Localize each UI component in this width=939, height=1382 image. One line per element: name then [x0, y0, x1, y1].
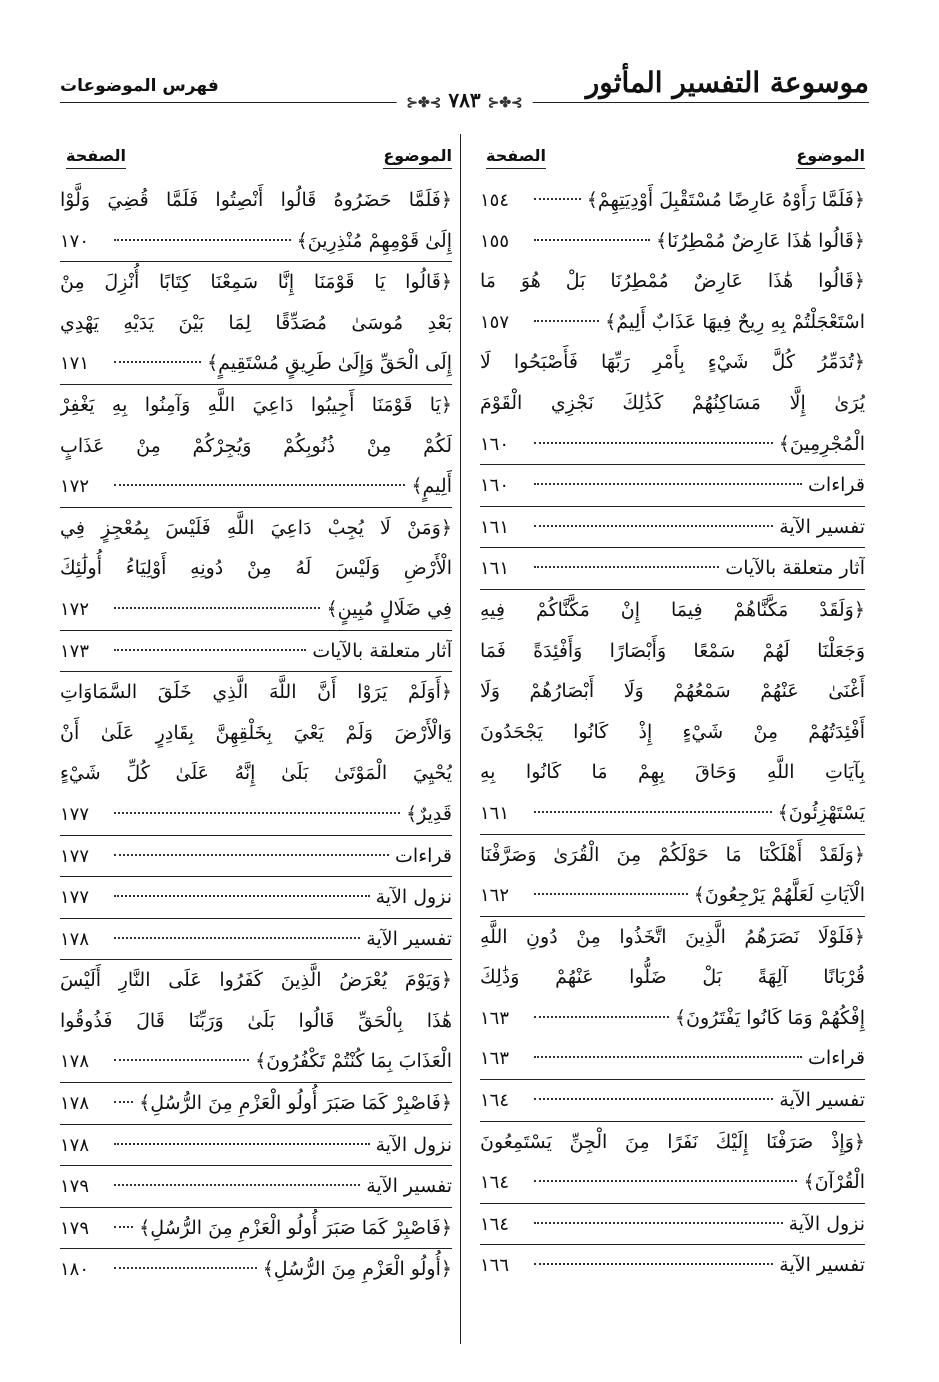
- index-entry: [60, 671, 452, 834]
- index-entry: [480, 342, 865, 464]
- entry-last-line: [60, 589, 452, 630]
- dot-leader: [114, 607, 320, 609]
- page-ref: ١٧٧: [60, 803, 90, 825]
- page-ref: ١٥٧: [480, 311, 510, 333]
- index-entry: [480, 547, 865, 589]
- entry-line: يُرَىٰ إِلَّا مَسَاكِنُهُمْ كَذَٰلِكَ نَجْزِي الْقَوْمَ: [480, 391, 865, 414]
- entry-title: آثار متعلقة بالآيات: [725, 557, 865, 580]
- entry-title: آثار متعلقة بالآيات: [312, 639, 452, 662]
- dot-leader: [114, 361, 201, 363]
- entry-title: فِي ضَلَالٍ مُبِينٍ﴾: [326, 597, 452, 620]
- entry-last-line: [60, 836, 452, 877]
- entry-last-line: [480, 548, 865, 589]
- entry-line: ﴿يَا قَوْمَنَا أَجِيبُوا دَاعِيَ اللَّهِ وَآمِنُوا بِهِ يَغْفِرْ: [60, 393, 452, 416]
- index-entry: [60, 1082, 452, 1124]
- topic-header: الموضوع: [383, 146, 452, 169]
- page-ref: ١٧١: [60, 353, 90, 375]
- book-title: موسوعة التفسير المأثور: [585, 66, 869, 99]
- dot-leader: [534, 1180, 797, 1182]
- entry-last-line: [60, 794, 452, 835]
- page-number-block: [396, 88, 533, 112]
- dot-leader: [114, 484, 405, 486]
- column-header: [60, 140, 452, 180]
- page-ref: ١٧٣: [60, 640, 90, 662]
- entry-title: تفسير الآية: [779, 1254, 865, 1277]
- dot-leader: [114, 1226, 133, 1228]
- page-ref: ١٧٨: [60, 1093, 90, 1115]
- entry-line: هَٰذَا بِالْحَقِّ قَالُوا بَلَىٰ وَرَبِّنَا قَالَ فَذُوقُوا: [60, 1009, 452, 1032]
- page-ref: ١٧٢: [60, 598, 90, 620]
- entry-last-line: [480, 1080, 865, 1121]
- entry-line: أَغْنَىٰ عَنْهُمْ سَمْعُهُمْ وَلَا أَبْصَارُهُمْ وَلَا: [480, 680, 865, 703]
- entry-last-line: [60, 1208, 452, 1249]
- page-ref: ١٦١: [480, 558, 510, 580]
- entry-last-line: [480, 221, 865, 262]
- page-ref: ١٧٩: [60, 1217, 90, 1239]
- entry-title: قراءات: [808, 474, 865, 497]
- entry-last-line: [60, 466, 452, 507]
- entry-title: الْعَذَابَ بِمَا كُنْتُمْ تَكْفُرُونَ﴾: [255, 1050, 452, 1073]
- page-ref: ١٧٩: [60, 1176, 90, 1198]
- entry-last-line: [60, 877, 452, 918]
- entry-title: ﴿أُولُو الْعَزْمِ مِنَ الرُّسُلِ﴾: [262, 1258, 452, 1281]
- entry-last-line: [60, 1125, 452, 1166]
- page-ref: ١٥٥: [480, 230, 510, 252]
- page-ref: ١٦٤: [480, 1172, 510, 1194]
- entry-title: الْمُجْرِمِينَ﴾: [778, 432, 865, 455]
- dot-leader: [534, 239, 650, 241]
- index-entry: [60, 876, 452, 918]
- index-entry: [480, 506, 865, 548]
- entry-line: ﴿تُدَمِّرُ كُلَّ شَيْءٍ بِأَمْرِ رَبِّهَا فَأَصْبَحُوا لَا: [480, 351, 865, 374]
- index-entry: [60, 180, 452, 261]
- dot-leader: [114, 1059, 249, 1061]
- entry-line: ﴿أَوَلَمْ يَرَوْا أَنَّ اللَّهَ الَّذِي خَلَقَ السَّمَاوَاتِ: [60, 681, 452, 704]
- index-entry: [480, 834, 865, 916]
- entry-title: أَلِيمٍ﴾: [411, 475, 452, 498]
- entry-last-line: [480, 465, 865, 506]
- page-ref: ١٦١: [480, 516, 510, 538]
- index-entry: [480, 1079, 865, 1121]
- entry-line: وَجَعَلْنَا لَهُمْ سَمْعًا وَأَبْصَارًا وَأَفْئِدَةً فَمَا: [480, 639, 865, 662]
- index-entry: [60, 1165, 452, 1207]
- entry-title: قَدِيرٌ﴾: [406, 802, 452, 825]
- dot-leader: [114, 649, 306, 651]
- left-column: [60, 140, 452, 1290]
- index-list: [60, 180, 452, 1290]
- entry-title: ﴿فَاصْبِرْ كَمَا صَبَرَ أُولُو الْعَزْمِ مِنَ الرُّسُلِ﴾: [139, 1092, 452, 1115]
- entry-last-line: [480, 998, 865, 1039]
- entry-last-line: [480, 1038, 865, 1079]
- index-entry: [480, 916, 865, 1039]
- entry-title: قراءات: [808, 1047, 865, 1070]
- topic-header: الموضوع: [796, 146, 865, 169]
- page-ref: ١٦٦: [480, 1255, 510, 1277]
- index-entry: [60, 918, 452, 960]
- index-entry: [60, 835, 452, 877]
- page-ref: ١٧٨: [60, 1134, 90, 1156]
- entry-last-line: [480, 180, 865, 221]
- dot-leader: [534, 1016, 669, 1018]
- entry-last-line: [60, 631, 452, 672]
- page-ref: ١٧٧: [60, 887, 90, 909]
- index-entry: [60, 1124, 452, 1166]
- page-ref: ١٥٤: [480, 190, 510, 211]
- entry-title: قراءات: [395, 844, 452, 867]
- entry-line: ﴿وَلَقَدْ مَكَّنَّاهُمْ فِيمَا إِنْ مَكَّنَّاكُمْ فِيهِ: [480, 598, 865, 621]
- entry-line: ﴿وَإِذْ صَرَفْنَا إِلَيْكَ نَفَرًا مِنَ الْجِنِّ يَسْتَمِعُونَ: [480, 1130, 865, 1153]
- index-entry: [60, 384, 452, 507]
- dot-leader: [534, 1098, 773, 1100]
- entry-title: ﴿قَالُوا هَٰذَا عَارِضٌ مُمْطِرُنَا﴾: [656, 229, 865, 252]
- index-entry: [480, 180, 865, 221]
- page-header-label: الصفحة: [486, 146, 546, 169]
- dot-leader: [114, 1143, 370, 1145]
- entry-line: ﴿وَمَنْ لَا يُجِبْ دَاعِيَ اللَّهِ فَلَيْسَ بِمُعْجِزٍ فِي: [60, 516, 452, 539]
- dot-leader: [114, 1184, 360, 1186]
- page-ref: ١٦٠: [480, 433, 510, 455]
- entry-line: ﴿وَيَوْمَ يُعْرَضُ الَّذِينَ كَفَرُوا عَلَى النَّارِ أَلَيْسَ: [60, 969, 452, 992]
- entry-title: تفسير الآية: [779, 515, 865, 538]
- entry-last-line: [60, 1166, 452, 1207]
- column-divider: [460, 134, 461, 1344]
- page-ref: ١٧٧: [60, 845, 90, 867]
- index-entry: [60, 630, 452, 672]
- column-header: [480, 140, 865, 180]
- dot-leader: [534, 893, 688, 895]
- index-entry: [60, 507, 452, 630]
- dot-leader: [534, 198, 581, 200]
- entry-title: يَسْتَهْزِئُونَ﴾: [777, 801, 865, 824]
- dot-leader: [114, 1101, 133, 1103]
- page-ref: ١٨٠: [60, 1259, 90, 1281]
- entry-last-line: [480, 302, 865, 343]
- page-ref: ١٦٠: [480, 475, 510, 497]
- entry-line: ﴿قَالُوا يَا قَوْمَنَا إِنَّا سَمِعْنَا كِتَابًا أُنْزِلَ مِنْ: [60, 271, 452, 294]
- page-ref: ١٧٨: [60, 1051, 90, 1073]
- index-entry: [480, 464, 865, 506]
- index-entry: [480, 1121, 865, 1203]
- dot-leader: [114, 937, 360, 939]
- entry-line: ﴿قَالُوا هَٰذَا عَارِضٌ مُمْطِرُنَا بَلْ هُوَ مَا: [480, 270, 865, 293]
- entry-line: قُرْبَانًا آلِهَةً بَلْ ضَلُّوا عَنْهُمْ وَذَٰلِكَ: [480, 966, 865, 989]
- page-header-label: الصفحة: [66, 146, 126, 169]
- right-column: [480, 140, 865, 1286]
- page-ref: ١٦٣: [480, 1048, 510, 1070]
- index-entry: [480, 1203, 865, 1245]
- index-entry: [480, 221, 865, 262]
- entry-last-line: [480, 1245, 865, 1286]
- dot-leader: [114, 895, 370, 897]
- page-header: [60, 62, 869, 112]
- entry-last-line: [60, 919, 452, 960]
- entry-title: إِفْكُهُمْ وَمَا كَانُوا يَفْتَرُونَ﴾: [674, 1006, 865, 1029]
- section-title: فهرس الموضوعات: [60, 76, 219, 96]
- entry-last-line: [480, 1162, 865, 1203]
- dot-leader: [534, 525, 773, 527]
- index-entry: [480, 1038, 865, 1079]
- entry-line: أَفْئِدَتُهُمْ مِنْ شَيْءٍ إِذْ كَانُوا يَجْحَدُونَ: [480, 720, 865, 743]
- entry-last-line: [60, 1083, 452, 1124]
- page-ref: ١٧٢: [60, 476, 90, 498]
- entry-line: يُحْيِيَ الْمَوْتَىٰ بَلَىٰ إِنَّهُ عَلَىٰ كُلِّ شَيْءٍ: [60, 762, 452, 785]
- entry-title: إِلَى الْحَقِّ وَإِلَىٰ طَرِيقٍ مُسْتَقِيمٍ﴾: [206, 352, 452, 375]
- ornament-icon: ⊱✤⊰: [487, 95, 523, 111]
- entry-last-line: [480, 507, 865, 548]
- entry-last-line: [60, 1041, 452, 1082]
- entry-last-line: [480, 793, 865, 834]
- page-ref: ١٦٤: [480, 1090, 510, 1112]
- page-ref: ١٦٢: [480, 885, 510, 907]
- page-ref: ١٦٤: [480, 1213, 510, 1235]
- entry-title: إِلَىٰ قَوْمِهِمْ مُنْذِرِينَ﴾: [296, 229, 452, 252]
- dot-leader: [534, 483, 802, 485]
- index-entry: [60, 1207, 452, 1249]
- entry-last-line: [60, 1249, 452, 1290]
- dot-leader: [114, 812, 400, 814]
- entry-title: نزول الآية: [375, 1133, 452, 1156]
- page-ref: ١٧٠: [60, 230, 90, 252]
- dot-leader: [534, 1056, 802, 1058]
- entry-line: لَكُمْ مِنْ ذُنُوبِكُمْ وَيُجِرْكُمْ مِنْ عَذَابٍ: [60, 434, 452, 457]
- index-list: [480, 180, 865, 1286]
- entry-line: وَالْأَرْضَ وَلَمْ يَعْيَ بِخَلْقِهِنَّ بِقَادِرٍ عَلَىٰ أَنْ: [60, 721, 452, 744]
- entry-last-line: [60, 343, 452, 384]
- entry-title: نزول الآية: [375, 886, 452, 909]
- entry-line: ﴿فَلَمَّا حَضَرُوهُ قَالُوا أَنْصِتُوا فَلَمَّا قُضِيَ وَلَّوْا: [60, 189, 452, 211]
- entry-last-line: [480, 1204, 865, 1245]
- dot-leader: [114, 1267, 257, 1269]
- entry-title: نزول الآية: [788, 1212, 865, 1235]
- entry-title: تفسير الآية: [366, 927, 452, 950]
- entry-line: ﴿فَلَوْلَا نَصَرَهُمُ الَّذِينَ اتَّخَذُوا مِنْ دُونِ اللَّهِ: [480, 925, 865, 948]
- page-ref: ١٦١: [480, 802, 510, 824]
- entry-title: تفسير الآية: [779, 1089, 865, 1112]
- entry-last-line: [480, 875, 865, 916]
- entry-line: بِآيَاتِ اللَّهِ وَحَاقَ بِهِمْ مَا كَانُوا بِهِ: [480, 761, 865, 784]
- entry-title: تفسير الآية: [366, 1175, 452, 1198]
- dot-leader: [114, 239, 291, 241]
- page-ref: ١٧٨: [60, 928, 90, 950]
- entry-line: بَعْدِ مُوسَىٰ مُصَدِّقًا لِمَا بَيْنَ يَدَيْهِ يَهْدِي: [60, 311, 452, 334]
- dot-leader: [534, 442, 773, 444]
- index-entry: [480, 261, 865, 342]
- index-entry: [60, 1248, 452, 1290]
- page-number: ٧٨٣: [448, 88, 481, 112]
- index-entry: [60, 261, 452, 384]
- entry-title: اسْتَعْجَلْتُمْ بِهِ رِيحٌ فِيهَا عَذَابٌ أَلِيمٌ﴾: [605, 310, 865, 333]
- dot-leader: [534, 320, 599, 322]
- entry-title: ﴿فَلَمَّا رَأَوْهُ عَارِضًا مُسْتَقْبِلَ أَوْدِيَتِهِمْ﴾: [586, 189, 865, 211]
- entry-title: ﴿فَاصْبِرْ كَمَا صَبَرَ أُولُو الْعَزْمِ مِنَ الرُّسُلِ﴾: [139, 1216, 452, 1239]
- index-entry: [60, 959, 452, 1082]
- ornament-icon: ⊱✤⊰: [406, 95, 442, 111]
- entry-title: الْقُرْآنَ﴾: [803, 1171, 865, 1194]
- entry-line: الْأَرْضِ وَلَيْسَ لَهُ مِنْ دُونِهِ أَوْلِيَاءُ أُولَٰئِكَ: [60, 557, 452, 580]
- entry-last-line: [60, 221, 452, 262]
- dot-leader: [534, 1222, 783, 1224]
- index-entry: [480, 589, 865, 834]
- index-entry: [480, 1244, 865, 1286]
- dot-leader: [534, 811, 772, 813]
- entry-line: ﴿وَلَقَدْ أَهْلَكْنَا مَا حَوْلَكُمْ مِنَ الْقُرَىٰ وَصَرَّفْنَا: [480, 843, 865, 866]
- dot-leader: [534, 566, 719, 568]
- entry-title: الْآيَاتِ لَعَلَّهُمْ يَرْجِعُونَ﴾: [693, 884, 865, 907]
- page-ref: ١٦٣: [480, 1007, 510, 1029]
- dot-leader: [534, 1263, 773, 1265]
- entry-last-line: [480, 424, 865, 465]
- dot-leader: [114, 854, 389, 856]
